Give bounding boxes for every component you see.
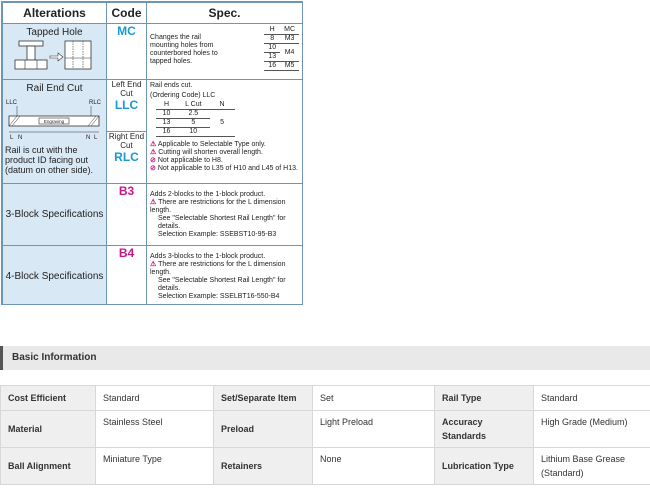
lcut-table-cell: 13	[156, 119, 177, 128]
code-rlc-cell	[107, 132, 147, 184]
basic-info-label: Accuracy Standards	[435, 411, 534, 448]
basic-info-value: Light Preload	[313, 411, 435, 448]
engraving-label: Engraving	[43, 119, 65, 124]
caution-icon: ⚠	[150, 260, 157, 268]
left-end-cut-caption: Left End Cut	[111, 80, 142, 98]
llc-diagram-label: LLC	[6, 100, 18, 106]
basic-info-value: Miniature Type	[96, 448, 214, 485]
code-mc: MC	[107, 24, 147, 80]
rail-end-note-4	[150, 165, 299, 173]
block4-spec-line3: See "Selectable Shortest Rail Length" for details.	[158, 276, 286, 292]
rail-end-cut-diagram	[3, 94, 105, 140]
lcut-table-header: H	[156, 101, 177, 110]
basic-info-label: Cost Efficient	[1, 386, 96, 411]
block3-title: 3-Block Specifications	[5, 208, 104, 220]
note-text: There are restrictions for the L dimension length.	[150, 198, 286, 214]
alterations-table-container	[1, 1, 303, 305]
code-llc-cell	[107, 80, 147, 132]
header-alterations: Alterations	[3, 3, 107, 24]
code-llc: LLC	[114, 98, 139, 112]
mc-table-cell: 16	[264, 62, 280, 71]
rail-end-note-1	[150, 141, 299, 149]
l-label-left: L	[10, 135, 14, 140]
tapped-hole-cell	[3, 24, 107, 80]
basic-information-header	[0, 346, 650, 370]
block4-spec	[147, 246, 303, 306]
mc-table-cell: 13	[264, 53, 280, 62]
alterations-header-row	[3, 3, 303, 24]
block3-spec-line1: Adds 2-blocks to the 1-block product.	[150, 190, 266, 198]
lcut-table-cell: 10	[177, 128, 209, 137]
mc-table-cell: M3	[280, 35, 299, 44]
basic-info-label: Rail Type	[435, 386, 534, 411]
basic-info-row	[1, 386, 650, 411]
note-text: Not applicable to H8.	[157, 157, 223, 164]
rail-end-cut-description: Rail is cut with the product ID facing out (datum on other side).	[5, 145, 94, 175]
basic-info-row	[1, 448, 650, 485]
lcut-table-cell: 10	[156, 110, 177, 119]
basic-info-value: Stainless Steel	[96, 411, 214, 448]
basic-info-value: High Grade (Medium)	[534, 411, 650, 448]
basic-info-value: Set	[313, 386, 435, 411]
caution-icon: ⚠	[150, 198, 157, 206]
basic-info-label: Preload	[214, 411, 313, 448]
block3-spec-line4: Selection Example: SSEBST10-95-B3	[158, 230, 277, 238]
block4-title: 4-Block Specifications	[5, 270, 104, 282]
block4-spec-line1: Adds 3-blocks to the 1-block product.	[150, 252, 266, 260]
tapped-hole-spec	[147, 24, 303, 80]
tapped-hole-diagram	[3, 38, 105, 74]
lcut-table-header: L Cut	[177, 101, 209, 110]
basic-info-label: Material	[1, 411, 96, 448]
basic-info-value: None	[313, 448, 435, 485]
note-text: Applicable to Selectable Type only.	[157, 141, 266, 148]
block4-spec-line4: Selection Example: SSELBT16-550-B4	[158, 292, 280, 300]
basic-info-label: Retainers	[214, 448, 313, 485]
basic-info-value: Lithium Base Grease (Standard)	[534, 448, 650, 485]
row-4-block	[3, 246, 303, 306]
basic-info-label: Set/Separate Item	[214, 386, 313, 411]
header-spec: Spec.	[147, 3, 303, 24]
right-end-cut-caption: Right End Cut	[108, 132, 145, 150]
rail-end-note-2	[150, 149, 299, 157]
lcut-table-cell: 5	[210, 110, 235, 137]
row-rail-end-cut-left	[3, 80, 303, 132]
note-text: There are restrictions for the L dimension length.	[150, 260, 286, 276]
rail-end-note-3	[150, 157, 299, 165]
rail-end-spec-line1: Rail ends cut.	[150, 82, 193, 89]
mc-table-cell: 8	[264, 35, 280, 44]
basic-info-value: Standard	[534, 386, 650, 411]
n-label-left: N	[18, 135, 23, 140]
mc-table-cell: H	[264, 26, 280, 35]
lcut-table-cell: 2.5	[177, 110, 209, 119]
prohibited-icon: ⊘	[150, 157, 156, 164]
mc-table-cell: MC	[280, 26, 299, 35]
tapped-hole-spec-table	[264, 26, 299, 71]
row-3-block	[3, 184, 303, 246]
mc-table-cell: M4	[280, 44, 299, 62]
tapped-hole-title: Tapped Hole	[26, 27, 83, 38]
basic-information-title: Basic Information	[12, 352, 97, 363]
rail-end-cut-title: Rail End Cut	[26, 83, 83, 94]
basic-info-row	[1, 411, 650, 448]
rail-end-spec-line2: (Ordering Code) LLC	[150, 92, 216, 99]
rail-end-cut-cell	[3, 80, 107, 184]
prohibited-icon: ⊘	[150, 165, 156, 172]
block3-cell	[3, 184, 107, 246]
lcut-table-header: N	[210, 101, 235, 110]
code-b4: B4	[107, 246, 147, 306]
caution-icon: ⚠	[150, 149, 157, 156]
block3-spec-line2	[150, 199, 299, 215]
code-b3: B3	[107, 184, 147, 246]
mc-table-cell: M5	[280, 62, 299, 71]
basic-info-label: Lubrication Type	[435, 448, 534, 485]
note-text: Cutting will shorten overall length.	[158, 149, 263, 156]
block3-spec-line3: See "Selectable Shortest Rail Length" for details.	[158, 214, 286, 230]
mc-table-cell: 10	[264, 44, 280, 53]
block4-spec-line2	[150, 261, 299, 277]
lcut-table-cell: 5	[177, 119, 209, 128]
block4-cell	[3, 246, 107, 306]
tapped-hole-spec-text: Changes the rail mounting holes from counterbored holes to tapped holes.	[150, 34, 218, 65]
code-rlc: RLC	[114, 150, 139, 164]
note-text: Not applicable to L35 of H10 and L45 of H13.	[157, 165, 298, 172]
block3-spec	[147, 184, 303, 246]
caution-icon: ⚠	[150, 141, 157, 148]
rail-end-cut-spec	[147, 80, 303, 184]
rail-end-cut-table	[156, 101, 235, 137]
row-tapped-hole	[3, 24, 303, 80]
basic-info-label: Ball Alignment	[1, 448, 96, 485]
alterations-table	[2, 2, 303, 305]
header-code: Code	[107, 3, 147, 24]
basic-information-table	[0, 385, 650, 485]
n-label-right: N	[86, 135, 91, 140]
rlc-diagram-label: RLC	[89, 100, 102, 106]
lcut-table-cell: 16	[156, 128, 177, 137]
l-label-right: L	[94, 135, 98, 140]
basic-info-value: Standard	[96, 386, 214, 411]
